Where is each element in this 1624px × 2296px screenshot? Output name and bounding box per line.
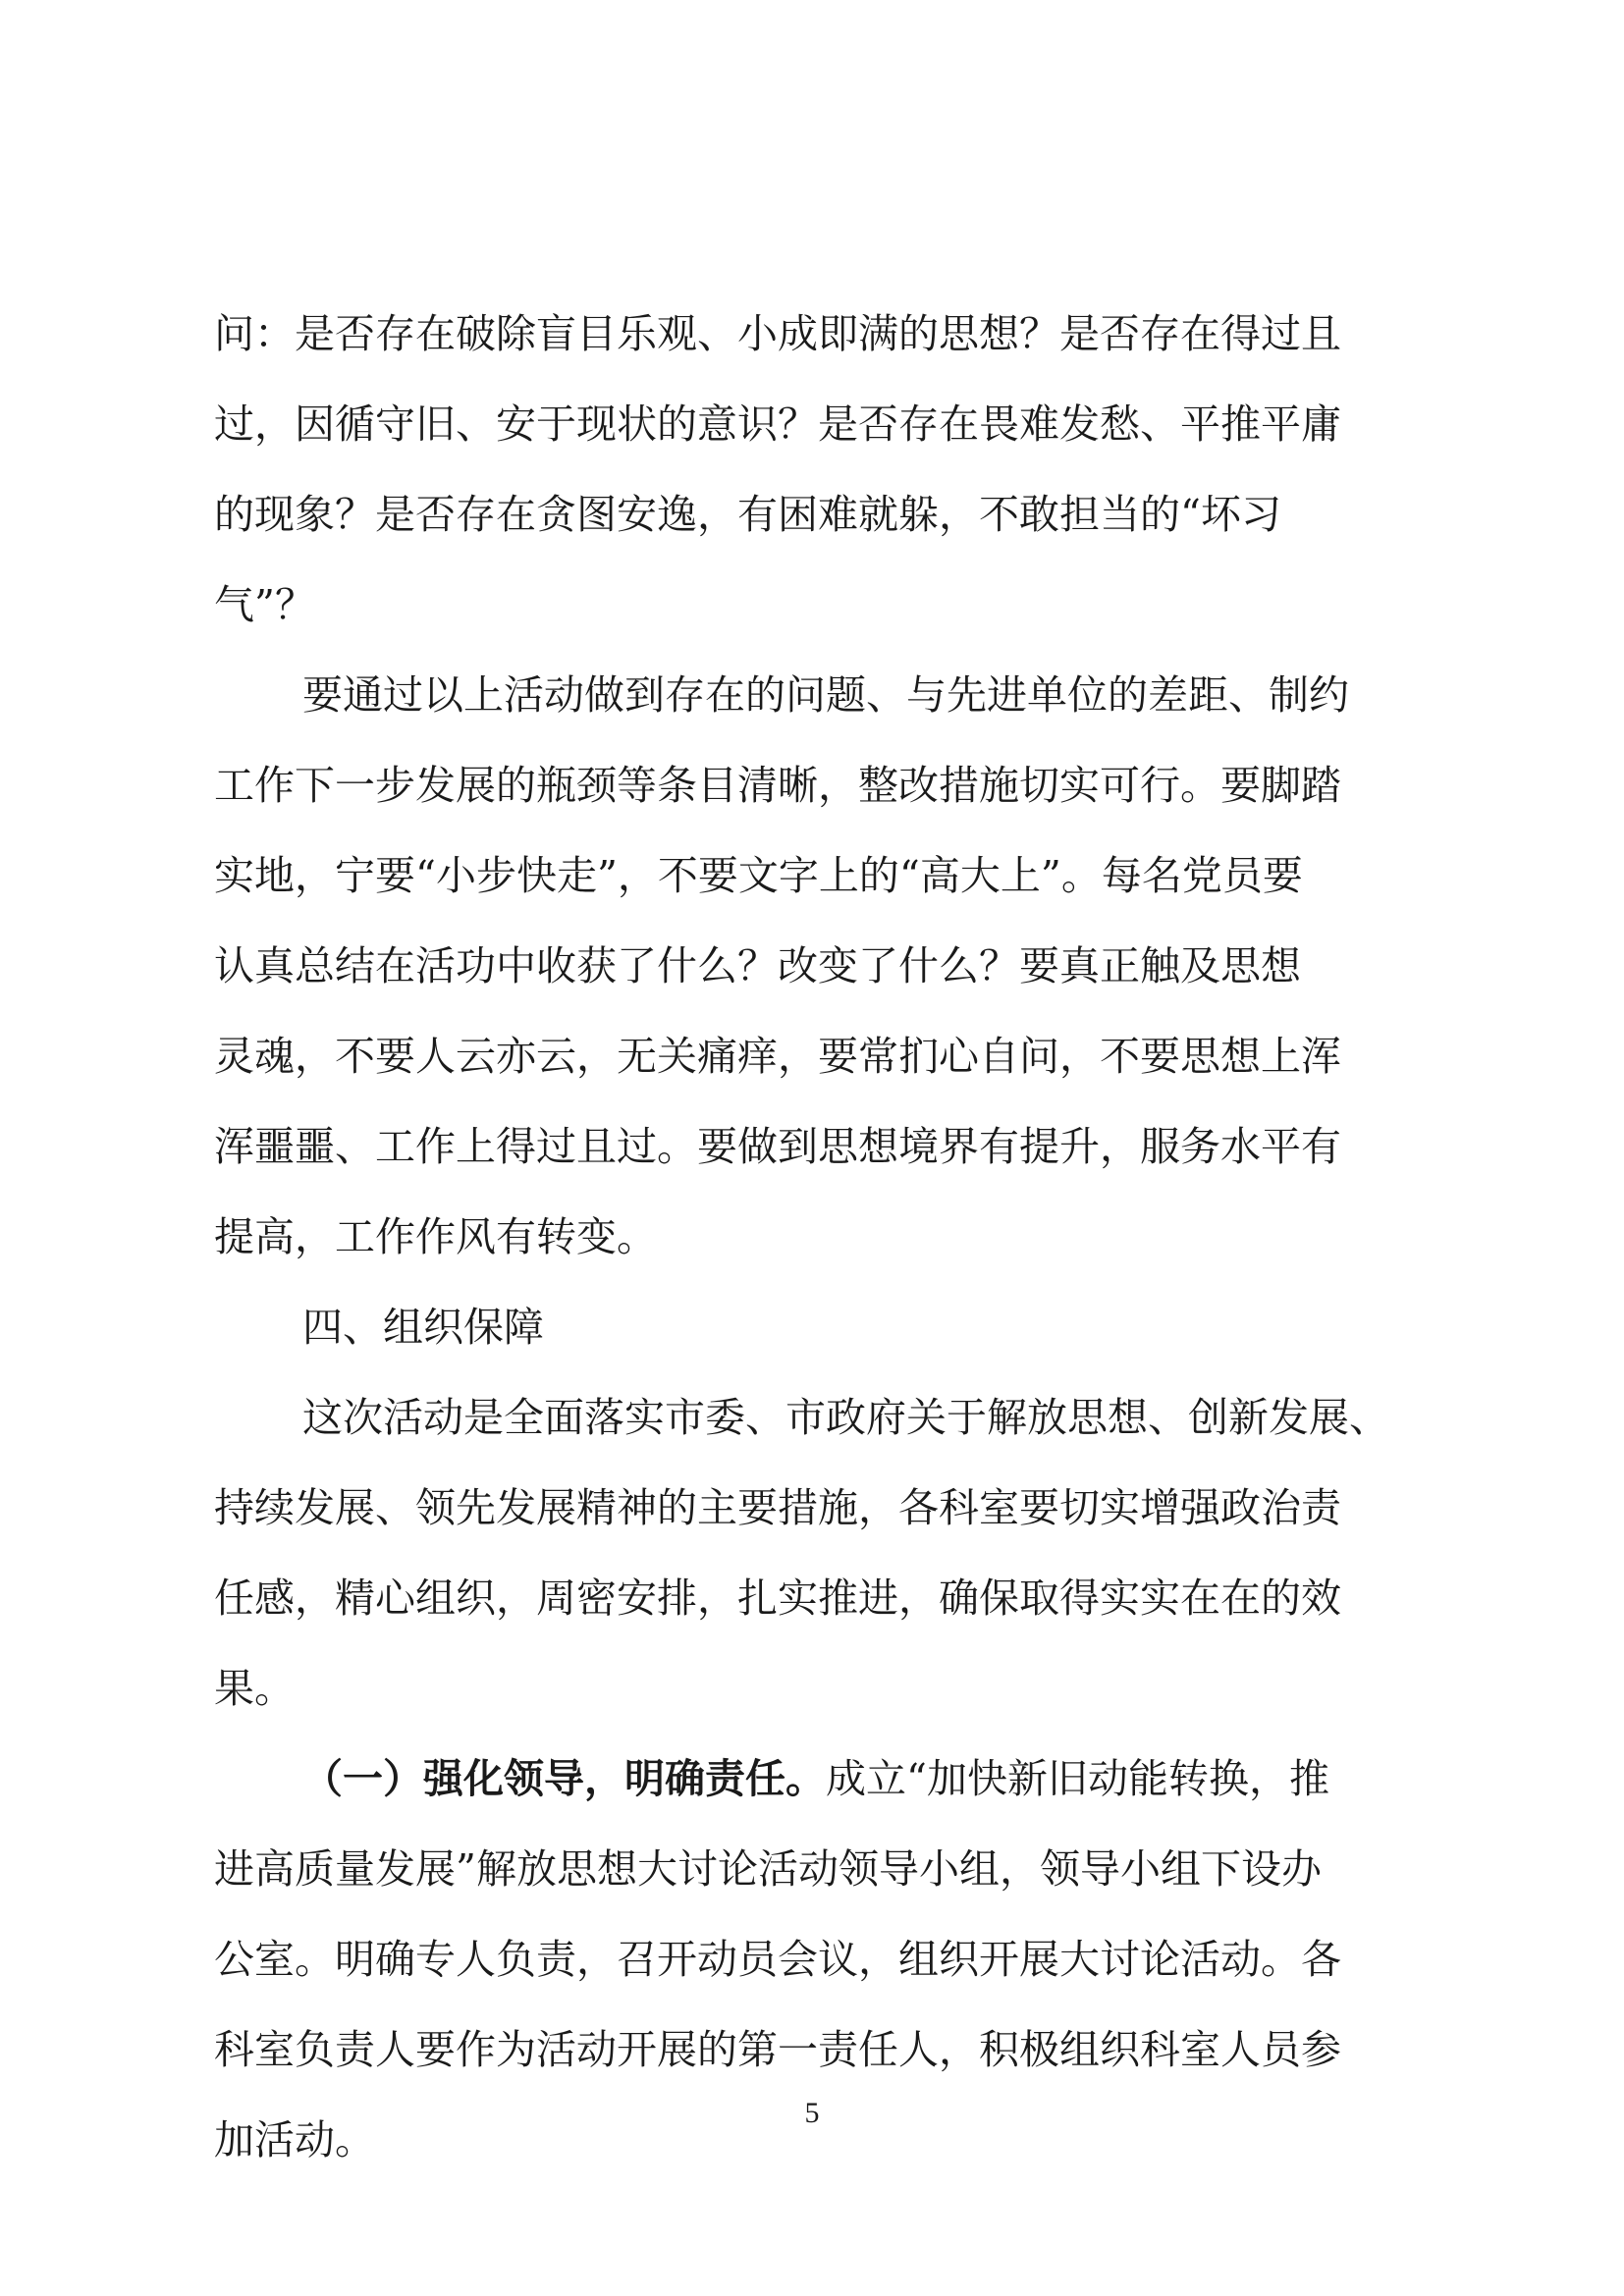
paragraph-line: 问：是否存在破除盲目乐观、小成即满的思想？是否存在得过且 xyxy=(214,310,1341,357)
paragraph-line: 持续发展、领先发展精神的主要措施，各科室要切实增强政治责 xyxy=(214,1484,1341,1531)
paragraph-line: 加活动。 xyxy=(214,2116,375,2163)
paragraph-line: 工作下一步发展的瓶颈等条目清晰，整改措施切实可行。要脚踏 xyxy=(214,762,1341,809)
paragraph-line: 气”？ xyxy=(214,581,315,628)
paragraph-line: 进高质量发展”解放思想大讨论活动领导小组，领导小组下设办 xyxy=(214,1845,1322,1893)
paragraph-line: 任感，精心组织，周密安排，扎实推进，确保取得实实在在的效 xyxy=(214,1575,1341,1622)
subsection-heading: （一）强化领导，明确责任。 xyxy=(302,1755,826,1802)
paragraph-line: 认真总结在活功中收获了什么？改变了什么？要真正触及思想 xyxy=(214,942,1301,989)
subsection-text: 成立“加快新旧动能转换，推 xyxy=(826,1755,1329,1802)
subsection-line xyxy=(302,1734,1412,1824)
paragraph-line: 要通过以上活动做到存在的问题、与先进单位的差距、制约 xyxy=(302,671,1349,719)
paragraph-line: 科室负责人要作为活动开展的第一责任人，积极组织科室人员参 xyxy=(214,2026,1341,2073)
paragraph-line: 实地，宁要“小步快走”，不要文字上的“高大上”。每名党员要 xyxy=(214,852,1303,899)
page-number: 5 xyxy=(804,2097,820,2129)
paragraph-line: 这次活动是全面落实市委、市政府关于解放思想、创新发展、 xyxy=(302,1394,1389,1441)
paragraph-line: 浑噩噩、工作上得过且过。要做到思想境界有提升，服务水平有 xyxy=(214,1123,1341,1170)
paragraph-line: 果。 xyxy=(214,1665,295,1712)
section-heading: 四、组织保障 xyxy=(302,1304,544,1351)
paragraph-line: 过，因循守旧、安于现状的意识？是否存在畏难发愁、平推平庸 xyxy=(214,400,1341,448)
paragraph-line: 提高，工作作风有转变。 xyxy=(214,1213,657,1260)
paragraph-line: 的现象？是否存在贪图安逸，有困难就躲，不敢担当的“坏习 xyxy=(214,491,1281,538)
paragraph-line: 公室。明确专人负责，召开动员会议，组织开展大讨论活动。各 xyxy=(214,1936,1341,1983)
paragraph-line: 灵魂，不要人云亦云，无关痛痒，要常扪心自问，不要思想上浑 xyxy=(214,1033,1341,1080)
